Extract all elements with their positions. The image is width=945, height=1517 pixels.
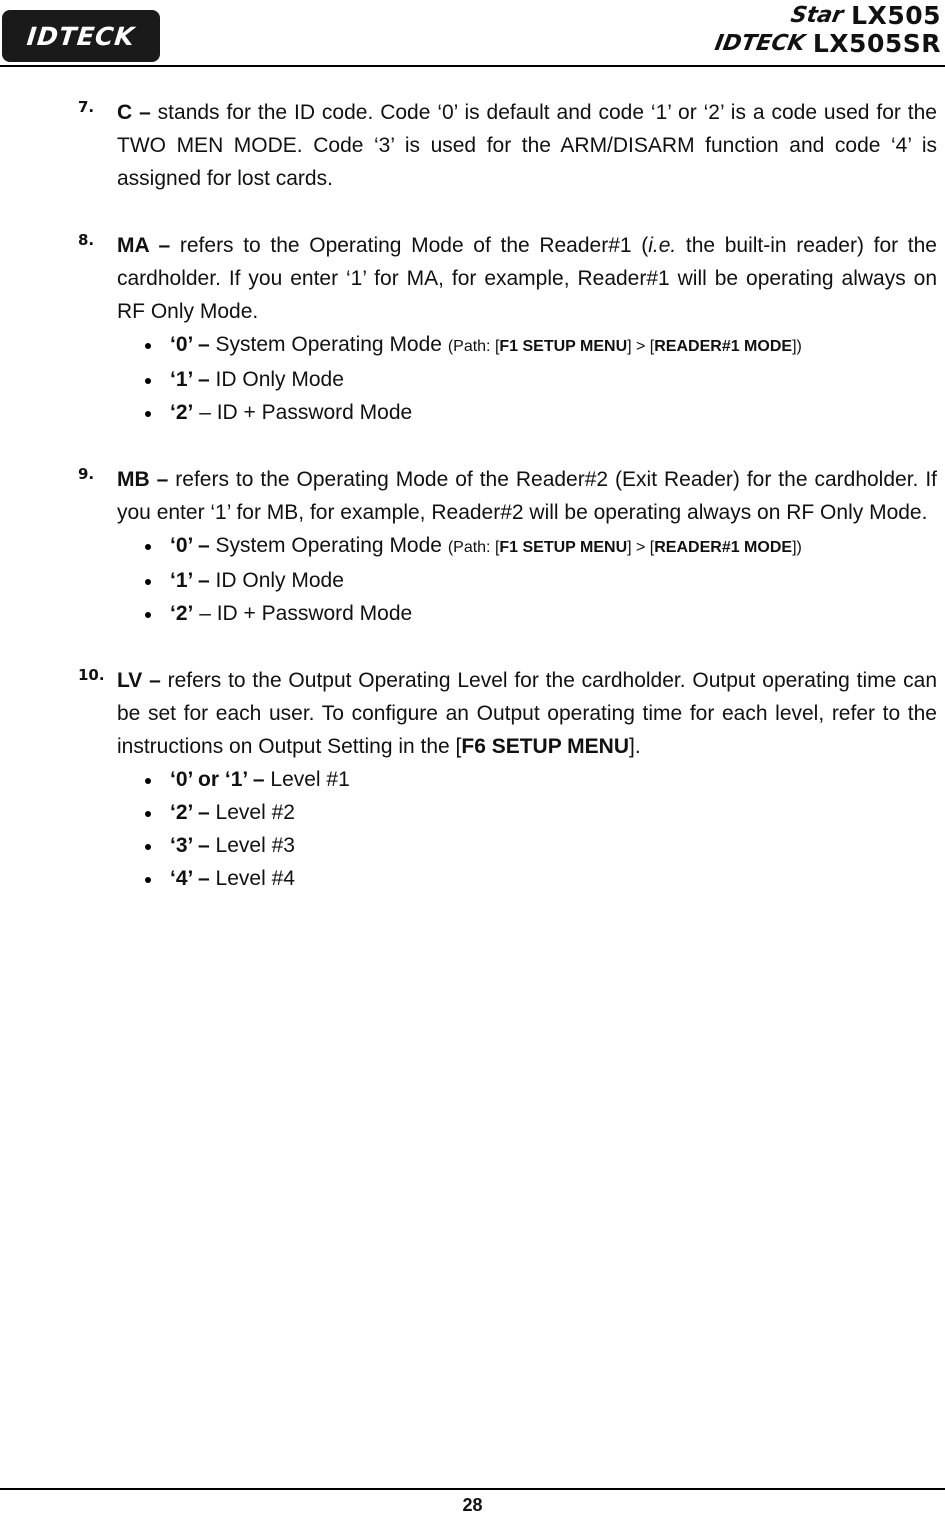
option-label: Level #4 <box>209 867 295 890</box>
option-label: ID Only Mode <box>209 569 344 592</box>
logo-text: IDTECK <box>25 21 137 51</box>
page-header <box>0 0 945 68</box>
option-item <box>170 396 945 429</box>
option-list <box>0 328 945 429</box>
menu-path <box>448 338 802 355</box>
list-item-mb <box>0 463 945 630</box>
path-suffix: ]) <box>792 539 802 556</box>
item-paragraph <box>117 96 937 195</box>
item-paragraph <box>117 463 937 529</box>
list-item-ma <box>0 229 945 429</box>
path-prefix: (Path: [ <box>447 539 500 556</box>
option-code: ‘2’ <box>170 401 194 424</box>
item-text: stands for the ID code. Code ‘0’ is default and code ‘1’ or ‘2’ is a code used for the TWO MEN MODE. Code ‘3’ is used for the ARM/DISARM function and code ‘4’ is assigned for lost cards. <box>117 101 937 190</box>
option-item <box>170 597 945 630</box>
option-code: ‘3’ – <box>170 834 210 857</box>
menu-path <box>448 539 802 556</box>
item-number: 9. <box>78 465 95 483</box>
option-item <box>170 862 945 895</box>
option-label: ID Only Mode <box>209 368 344 391</box>
item-text-bold: F6 SETUP MENU <box>461 735 630 758</box>
item-number: 8. <box>78 231 95 249</box>
item-term: MB – <box>117 468 169 491</box>
idteck-small-logo: IDTECK <box>712 30 808 56</box>
model-lx505sr: LX505SR <box>812 28 941 58</box>
brand-row-idteck <box>681 28 941 58</box>
list-item-c <box>0 96 945 195</box>
path-submenu: READER#1 MODE <box>654 539 793 556</box>
item-text: the built-in reader) for the cardholder. If you enter ‘1’ for MA, for example, Reader#1 will be operating always on RF Only Mode. <box>117 234 937 323</box>
item-paragraph <box>117 229 937 328</box>
option-label: – ID + Password Mode <box>193 602 413 625</box>
option-item <box>170 796 945 829</box>
option-code: ‘0’ – <box>170 333 210 356</box>
item-term: LV – <box>117 669 161 692</box>
footer-divider <box>0 1488 945 1490</box>
brand-row-star <box>681 0 941 30</box>
option-item <box>170 529 945 564</box>
option-code: ‘0’ or ‘1’ – <box>170 768 265 791</box>
path-menu: F1 SETUP MENU <box>499 338 628 355</box>
item-term: MA – <box>117 234 171 257</box>
path-separator: ] > [ <box>627 338 655 355</box>
item-text: ]. <box>629 735 641 758</box>
path-prefix: (Path: [ <box>447 338 500 355</box>
option-item <box>170 763 945 796</box>
option-label: System Operating Mode <box>209 333 448 356</box>
page-number: 28 <box>462 1495 483 1515</box>
option-item <box>170 829 945 862</box>
header-divider <box>0 65 945 67</box>
item-paragraph <box>117 664 937 763</box>
product-brand <box>681 0 941 62</box>
item-number: 7. <box>78 98 95 116</box>
item-text: refers to the Output Operating Level for the cardholder. Output operating time can be set for each user. To configure an Output operating time for each level, refer to the instructions on Output Setting in the [ <box>117 669 937 758</box>
path-submenu: READER#1 MODE <box>654 338 793 355</box>
option-label: Level #3 <box>209 834 295 857</box>
item-text-italic: i.e. <box>648 234 677 257</box>
idteck-logo <box>2 10 160 62</box>
option-code: ‘0’ – <box>170 534 210 557</box>
option-code: ‘1’ – <box>170 569 210 592</box>
star-logo: Star <box>788 2 846 28</box>
option-list <box>0 763 945 895</box>
model-lx505: LX505 <box>851 0 941 30</box>
option-label: – ID + Password Mode <box>193 401 413 424</box>
option-item <box>170 328 945 363</box>
option-code: ‘2’ <box>170 602 194 625</box>
item-text: refers to the Operating Mode of the Reader#1 ( <box>170 234 649 257</box>
list-item-lv <box>0 664 945 895</box>
path-menu: F1 SETUP MENU <box>499 539 628 556</box>
option-label: Level #2 <box>209 801 295 824</box>
option-item <box>170 564 945 597</box>
option-label: Level #1 <box>264 768 350 791</box>
option-code: ‘4’ – <box>170 867 210 890</box>
item-term: C – <box>117 101 151 124</box>
document-body <box>0 96 945 929</box>
path-suffix: ]) <box>792 338 802 355</box>
option-code: ‘1’ – <box>170 368 210 391</box>
path-separator: ] > [ <box>627 539 655 556</box>
item-text: refers to the Operating Mode of the Reader#2 (Exit Reader) for the cardholder. If you enter ‘1’ for MB, for example, Reader#2 will be operating always on RF Only Mode. <box>117 468 937 524</box>
option-item <box>170 363 945 396</box>
option-code: ‘2’ – <box>170 801 210 824</box>
option-list <box>0 529 945 630</box>
item-number: 10. <box>78 666 105 684</box>
option-label: System Operating Mode <box>209 534 448 557</box>
